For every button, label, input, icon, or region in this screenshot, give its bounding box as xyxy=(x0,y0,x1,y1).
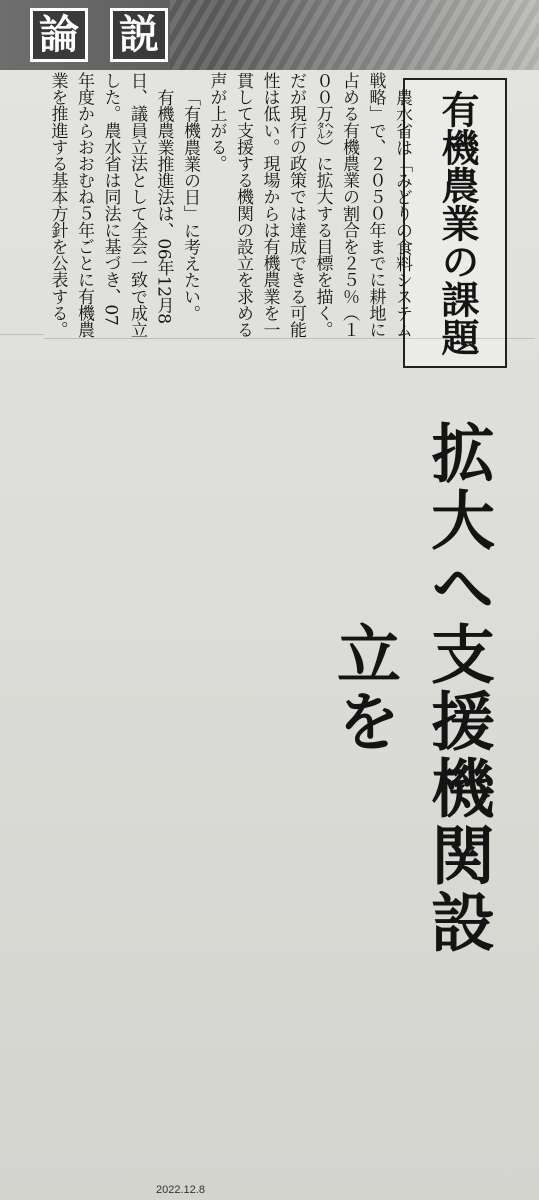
editorial-header-band xyxy=(0,0,539,70)
editorial-label-char-2: 説 xyxy=(110,8,168,62)
paragraph: 農水省は「みどりの食料システム戦略」で、２０５０年までに耕地に占める有機農業の割合を２５％（１００万㌶）に拡大する目標を描く。だが現行の政策では達成できる可能性は低い。現場からは有機農業を一貫して支援する機関の設立を求める声が上がる。 xyxy=(206,72,412,339)
paragraph: 有機農業推進法は、06年12月8日、議員立法として全会一致で成立した。農水省は同法に基づき、07年度からおおむね５年ごとに有機農業を推進する基本方針を公表する。 xyxy=(47,72,174,338)
article-tier-2 xyxy=(0,72,44,335)
main-headline: 拡大へ支援機関設立を xyxy=(326,420,494,956)
date-stamp: 2022.12.8 xyxy=(156,1184,205,1196)
article-tier-1 xyxy=(44,72,535,339)
article-body xyxy=(10,72,535,1187)
editorial-label-char-1: 論 xyxy=(30,8,88,62)
paragraph: 「有機農業の日」に考えたい。 xyxy=(180,89,200,322)
sub-headline: 有機農業の課題 xyxy=(403,78,507,368)
header-decoration xyxy=(170,0,539,70)
